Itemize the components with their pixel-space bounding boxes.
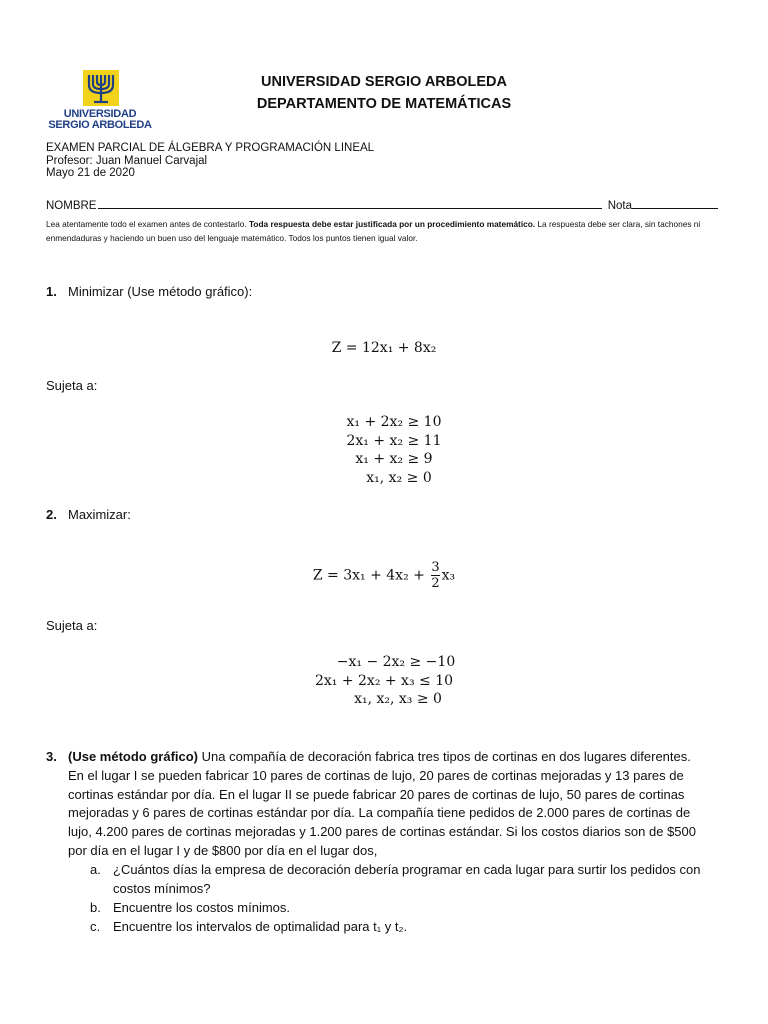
sub-question-label: c. — [90, 919, 101, 934]
exam-date: Mayo 21 de 2020 — [46, 167, 135, 179]
sub-question-b — [90, 899, 724, 918]
question-3-line: mejoradas y 6 pares de cortinas estándar por día. La compañía tiene pedidos de 2.000 pares de cortinas de — [68, 805, 691, 821]
instructions — [46, 218, 724, 245]
logo-wordmark — [46, 109, 154, 131]
question-3-text: Una compañía de decoración fabrica tres tipos de cortinas en dos lugares diferentes. — [201, 749, 691, 764]
constraint: x₁ + 2x₂ ≥ 10 — [346, 414, 442, 430]
sub-question-text: Encuentre los intervalos de optimalidad para t₁ y t₂. — [113, 919, 408, 934]
exam-title: EXAMEN PARCIAL DE ÁLGEBRA Y PROGRAMACIÓN LINEAL — [46, 142, 375, 154]
fraction-denominator: 2 — [431, 576, 440, 591]
name-label: NOMBRE — [46, 200, 97, 212]
q2-objective — [0, 560, 768, 591]
question-3-line: En el lugar I se pueden fabricar 10 pares de cortinas de lujo, 20 pares de cortinas mejoradas y 13 pares de — [68, 767, 684, 783]
q2-constraints — [0, 653, 768, 709]
logo-line-2: SERGIO ARBOLEDA — [48, 119, 152, 131]
question-number: 2. — [46, 507, 57, 522]
q2-subject-to: Sujeta a: — [46, 618, 98, 633]
sub-question-text: costos mínimos? — [113, 880, 211, 896]
department-name: DEPARTAMENTO DE MATEMÁTICAS — [256, 96, 512, 112]
name-field[interactable] — [98, 200, 601, 209]
sub-question-text: Encuentre los costos mínimos. — [113, 900, 291, 915]
grade-label: Nota — [607, 200, 632, 212]
exam-professor: Profesor: Juan Manuel Carvajal — [46, 154, 208, 167]
sub-question-a — [90, 861, 724, 898]
question-text: Maximizar: — [68, 507, 131, 522]
q1-subject-to: Sujeta a: — [46, 378, 98, 393]
university-logo — [46, 69, 154, 133]
question-3 — [46, 748, 724, 861]
q1-objective — [0, 339, 768, 358]
sub-question-text: ¿Cuántos días la empresa de decoración debería programar en cada lugar para surtir los pedidos con — [113, 862, 701, 877]
question-text: Minimizar (Use método gráfico): — [68, 284, 253, 299]
university-name: UNIVERSIDAD SERGIO ARBOLEDA — [261, 74, 507, 90]
fraction-numerator: 3 — [431, 560, 440, 575]
menorah-crest-icon — [82, 69, 120, 107]
constraint: x₁, x₂ ≥ 0 — [366, 469, 432, 486]
constraint: −x₁ − 2x₂ ≥ −10 — [336, 654, 456, 670]
exam-info — [46, 142, 374, 180]
constraint: x₁ + x₂ ≥ 9 — [355, 451, 433, 467]
grade-field[interactable] — [632, 200, 718, 209]
instructions-text-1: Lea atentamente todo el examen antes de contestarlo. — [46, 219, 249, 229]
sub-question-label: a. — [90, 862, 101, 877]
objective-left: Z = 3x₁ + 4x₂ + — [312, 567, 425, 584]
question-3-line: cortinas estándar por día. En el lugar II se puede fabricar 20 pares de cortinas de lujo, 50 pares de cortinas — [68, 786, 685, 802]
constraint: 2x₁ + 2x₂ + x₃ ≤ 10 — [314, 672, 454, 689]
instructions-text-2: La respuesta debe ser clara, sin tachones ni enmendaduras y haciendo un buen uso del lenguaje matemático. Todos los puntos tienen igual valor. — [46, 219, 701, 243]
sub-question-c — [90, 918, 724, 937]
question-3-bold-lead: (Use método gráfico) — [68, 749, 199, 764]
q1-constraints — [0, 413, 768, 487]
constraint: x₁, x₂, x₃ ≥ 0 — [354, 691, 442, 707]
fraction — [431, 560, 439, 591]
name-grade-line — [46, 200, 718, 212]
question-3-line: por día en el lugar I y de $800 por día en el lugar dos, — [68, 842, 378, 858]
objective-right: x₃ — [441, 567, 456, 584]
question-2-prompt — [46, 507, 131, 523]
instructions-bold: Toda respuesta debe estar justificada por un procedimiento matemático. — [248, 219, 536, 229]
question-3-line: lujo, 4.200 pares de cortinas mejoradas y 1.200 pares de cortinas estándar. Si los costos diarios son de $500 — [68, 824, 696, 840]
question-number: 1. — [46, 284, 57, 299]
question-number: 3. — [46, 749, 57, 764]
question-3-line — [68, 748, 724, 767]
page-title — [170, 71, 598, 115]
constraint: 2x₁ + x₂ ≥ 11 — [346, 432, 442, 449]
sub-question-label: b. — [90, 900, 101, 915]
question-1-prompt — [46, 284, 252, 300]
objective-function: Z = 12x₁ + 8x₂ — [331, 340, 437, 356]
logo-line-1: UNIVERSIDAD — [63, 108, 137, 120]
